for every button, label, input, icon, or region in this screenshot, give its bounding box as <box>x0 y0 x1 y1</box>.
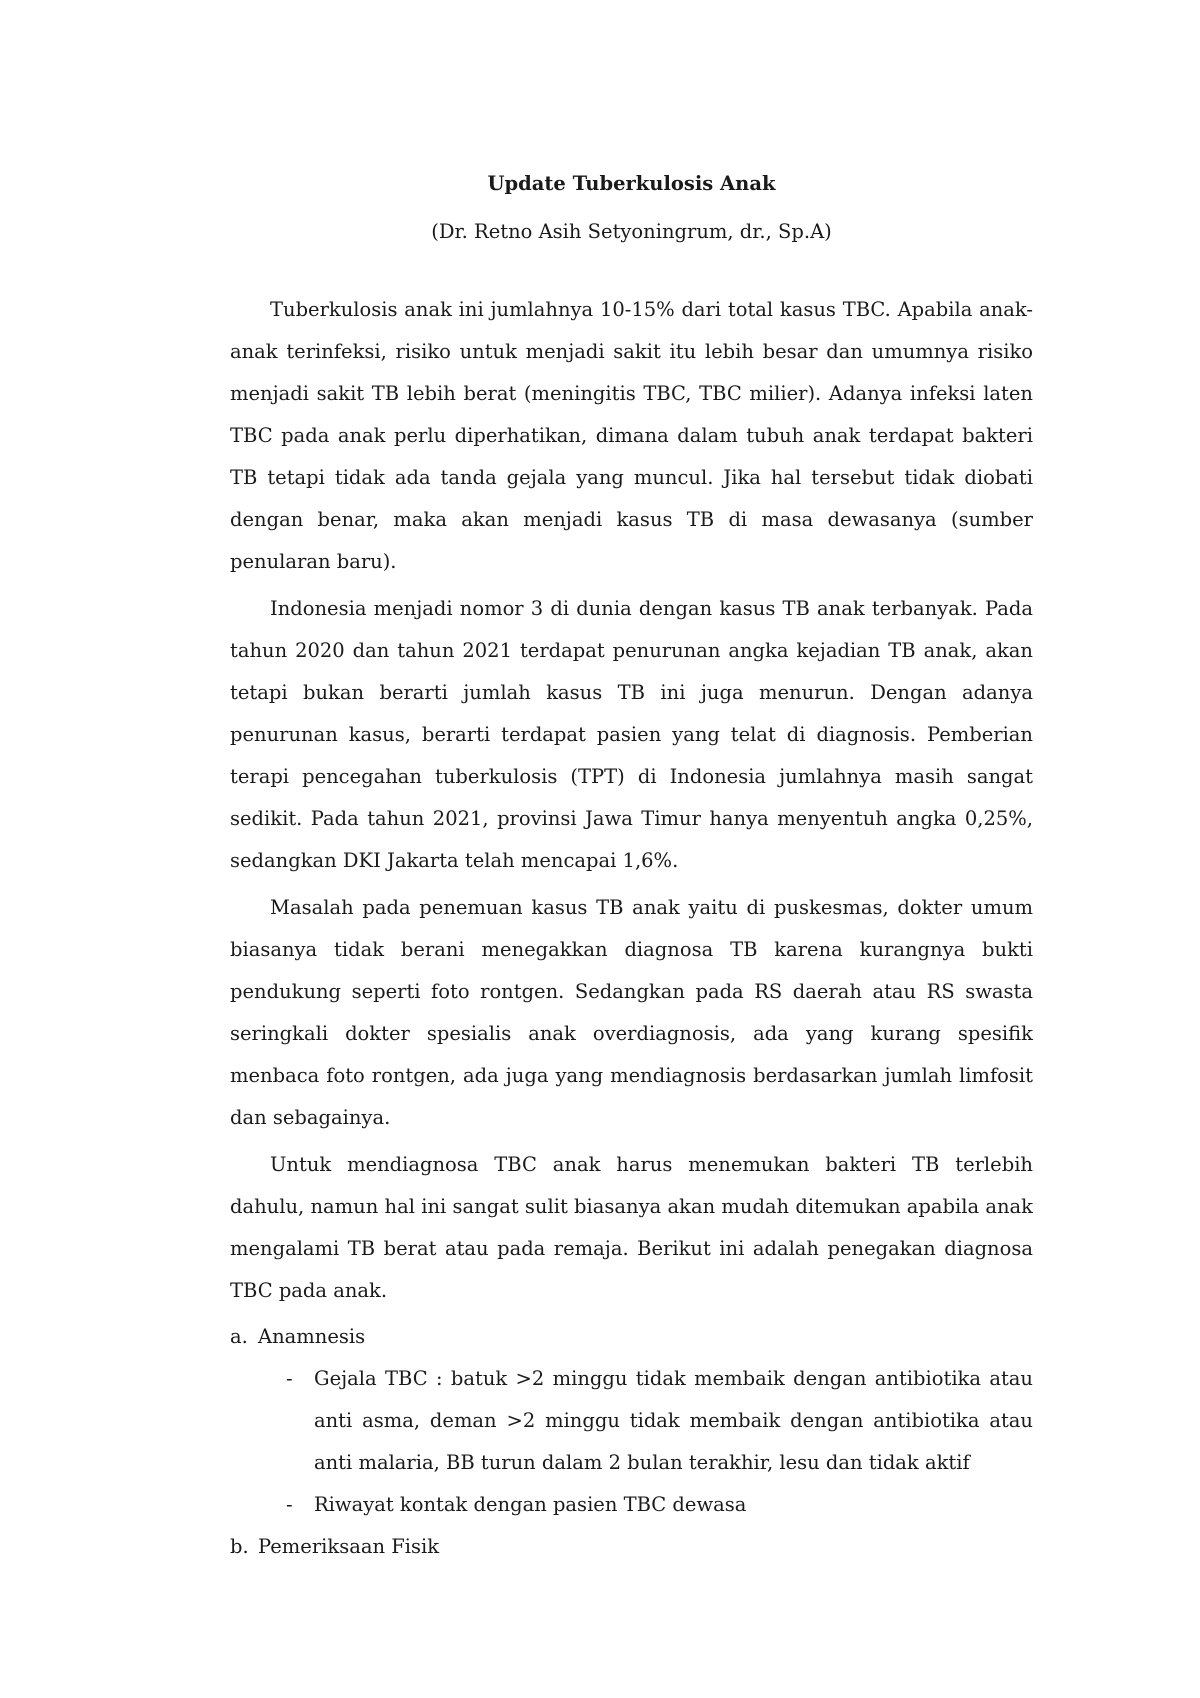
document-page <box>230 150 1033 1568</box>
list-item <box>230 1316 1033 1526</box>
paragraph: Tuberkulosis anak ini jumlahnya 10-15% dari total kasus TBC. Apabila anak-anak terinfeksi, risiko untuk menjadi sakit itu lebih besar dan umumnya risiko menjadi sakit TB lebih berat (meningitis TBC, TBC milier). Adanya infeksi laten TBC pada anak perlu diperhatikan, dimana dalam tubuh anak terdapat bakteri TB tetapi tidak ada tanda gejala yang muncul. Jika hal tersebut tidak diobati dengan benar, maka akan menjadi kasus TB di masa dewasanya (sumber penularan baru). <box>230 298 1033 573</box>
sub-list-item-text: Gejala TBC : batuk >2 minggu tidak membaik dengan antibiotika atau anti asma, deman >2 minggu tidak membaik dengan antibiotika atau anti malaria, BB turun dalam 2 bulan terakhir, lesu dan tidak aktif <box>314 1367 1033 1474</box>
list-marker: a. <box>230 1325 248 1348</box>
list-item-label: Pemeriksaan Fisik <box>258 1535 440 1558</box>
sub-list-item <box>286 1358 1033 1484</box>
document-author: (Dr. Retno Asih Setyoningrum, dr., Sp.A) <box>431 220 832 243</box>
list-marker: b. <box>230 1535 249 1558</box>
diagnosis-list <box>230 1316 1033 1568</box>
paragraph: Untuk mendiagnosa TBC anak harus menemukan bakteri TB terlebih dahulu, namun hal ini sangat sulit biasanya akan mudah ditemukan apabila anak mengalami TB berat atau pada remaja. Berikut ini adalah penegakan diagnosa TBC pada anak. <box>230 1153 1033 1302</box>
list-item-label: Anamnesis <box>258 1325 366 1348</box>
paragraph: Indonesia menjadi nomor 3 di dunia dengan kasus TB anak terbanyak. Pada tahun 2020 dan tahun 2021 terdapat penurunan angka kejadian TB anak, akan tetapi bukan berarti jumlah kasus TB ini juga menurun. Dengan adanya penurunan kasus, berarti terdapat pasien yang telat di diagnosis. Pemberian terapi pencegahan tuberkulosis (TPT) di Indonesia jumlahnya masih sangat sedikit. Pada tahun 2021, provinsi Jawa Timur hanya menyentuh angka 0,25%, sedangkan DKI Jakarta telah mencapai 1,6%. <box>230 597 1033 872</box>
bullet-marker: - <box>286 1367 293 1390</box>
list-item <box>230 1526 1033 1568</box>
sub-list-item-text: Riwayat kontak dengan pasien TBC dewasa <box>314 1493 747 1516</box>
document-title: Update Tuberkulosis Anak <box>487 172 776 195</box>
paragraph: Masalah pada penemuan kasus TB anak yaitu di puskesmas, dokter umum biasanya tidak berani menegakkan diagnosa TB karena kurangnya bukti pendukung seperti foto rontgen. Sedangkan pada RS daerah atau RS swasta seringkali dokter spesialis anak overdiagnosis, ada yang kurang spesifik menbaca foto rontgen, ada juga yang mendiagnosis berdasarkan jumlah limfosit dan sebagainya. <box>230 896 1033 1129</box>
bullet-marker: - <box>286 1493 293 1516</box>
sub-list-item <box>286 1484 1033 1526</box>
sub-list <box>258 1358 1033 1526</box>
